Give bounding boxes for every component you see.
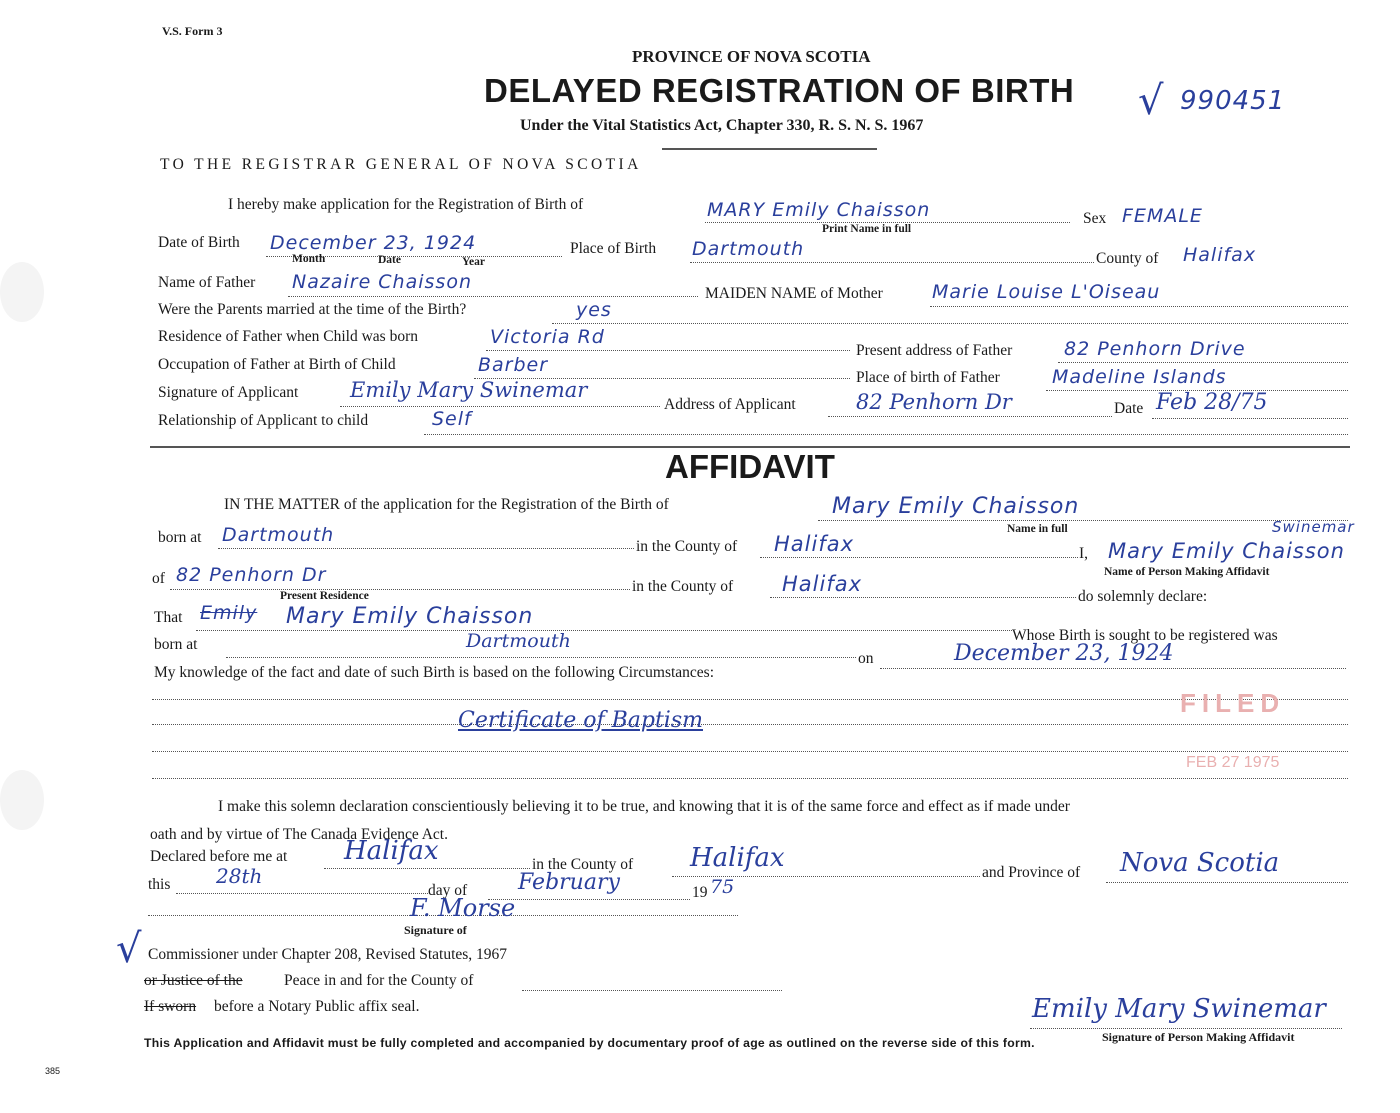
declaration-line-2: oath and by virtue of The Canada Evidence Act.	[150, 826, 448, 843]
place-line	[690, 262, 1094, 263]
filed-stamp: FILED	[1180, 688, 1286, 718]
justice-struck: or Justice of the	[144, 972, 243, 989]
subtitle-underline	[662, 148, 877, 150]
commissioner-line: Commissioner under Chapter 208, Revised Statutes, 1967	[148, 946, 508, 963]
month-caption: Month	[292, 253, 326, 265]
county2-label: in the County of	[632, 578, 734, 595]
date-label: Date	[1114, 400, 1144, 417]
declared-at-line	[324, 868, 530, 869]
born-at-label: born at	[158, 529, 202, 546]
to-registrar-line: TO THE REGISTRAR GENERAL OF NOVA SCOTIA	[160, 156, 642, 173]
day-value: 28th	[216, 864, 263, 888]
filed-stamp-date: FEB 27 1975	[1186, 754, 1280, 771]
date-value: Feb 28/75	[1156, 390, 1268, 415]
residence-caption: Present Residence	[280, 590, 369, 602]
declared-label: Declared before me at	[150, 848, 288, 865]
that-label: That	[154, 609, 183, 626]
father-label: Name of Father	[158, 274, 256, 291]
county2-value: Halifax	[782, 572, 863, 596]
present-address-line	[1058, 362, 1348, 363]
child-name-value: MARY Emily Chaisson	[707, 199, 931, 221]
mother-line	[930, 306, 1348, 307]
county-of-value: Halifax	[774, 532, 855, 556]
address-label: Address of Applicant	[664, 396, 796, 413]
province-heading: PROVINCE OF NOVA SCOTIA	[632, 47, 871, 66]
present-address-value: 82 Penhorn Drive	[1064, 338, 1246, 360]
sworn-struck: If sworn	[144, 998, 197, 1015]
signature-line	[340, 406, 660, 407]
binder-hole	[0, 770, 44, 830]
declared-at-value: Halifax	[344, 836, 439, 866]
born-at-line	[218, 548, 634, 549]
this-label: this	[148, 876, 171, 893]
county-line	[760, 557, 1078, 558]
circumstance-line-4	[152, 778, 1348, 779]
place-of-birth-label: Place of Birth	[570, 240, 657, 257]
sworn-rest: before a Notary Public affix seal.	[214, 998, 420, 1015]
month-line	[488, 899, 690, 900]
application-intro: I hereby make application for the Registration of Birth of	[228, 196, 584, 213]
residence-label: Residence of Father when Child was born	[158, 328, 418, 345]
print-name-caption: Print Name in full	[822, 223, 912, 235]
year-caption: Year	[462, 256, 485, 268]
county-of-label: in the County of	[636, 538, 738, 555]
that-line	[196, 630, 1012, 631]
place-of-birth-value: Dartmouth	[692, 238, 805, 260]
day-of-label: day of	[428, 882, 468, 899]
father-line	[288, 296, 698, 297]
deponent-caption: Name of Person Making Affidavit	[1104, 566, 1270, 578]
born-at2-label: born at	[154, 636, 198, 653]
address-value: 82 Penhorn Dr	[856, 390, 1012, 414]
name-caption: Name in full	[1007, 523, 1068, 535]
father-birthplace-value: Madeline Islands	[1052, 366, 1227, 388]
declared-county-value: Halifax	[690, 843, 785, 873]
day-line	[176, 893, 428, 894]
on-date-value: December 23, 1924	[954, 641, 1174, 666]
signature-of-caption: Signature of	[404, 923, 467, 937]
residence-value: 82 Penhorn Dr	[176, 564, 327, 586]
on-line	[880, 668, 1346, 669]
form-title: DELAYED REGISTRATION OF BIRTH	[484, 72, 1075, 109]
address-line	[828, 416, 1112, 417]
year-suffix: 75	[710, 876, 735, 898]
born-at2-value: Dartmouth	[466, 630, 571, 652]
county2-line	[770, 597, 1076, 598]
residence-value: Victoria Rd	[490, 326, 605, 348]
form-number: 385	[45, 1066, 61, 1076]
date-line	[1152, 418, 1348, 419]
year-prefix: 19	[692, 884, 708, 901]
relationship-line	[424, 434, 1348, 435]
commissioner-check-icon: √	[116, 926, 143, 972]
married-line	[552, 323, 1348, 324]
sex-value: FEMALE	[1122, 205, 1203, 227]
declare-text: do solemnly declare:	[1078, 588, 1208, 605]
relationship-label: Relationship of Applicant to child	[158, 412, 369, 429]
deponent-name: Mary Emily Chaisson	[1108, 539, 1345, 563]
matter-line	[818, 520, 1348, 521]
sex-label: Sex	[1083, 210, 1107, 227]
present-address-label: Present address of Father	[856, 342, 1013, 359]
deponent-signature: Emily Mary Swinemar	[1032, 994, 1326, 1024]
declaration-line-1: I make this solemn declaration conscientiously believing it to be true, and knowing that it is of the same force and effect as if made under	[218, 798, 1070, 815]
residence-of-line	[170, 589, 630, 590]
deponent-correction: Swinemar	[1272, 518, 1355, 536]
circumstance-line-1	[152, 699, 1348, 700]
married-label: Were the Parents married at the time of the Birth?	[158, 301, 467, 318]
deponent-signature-caption: Signature of Person Making Affidavit	[1102, 1030, 1295, 1044]
month-value: February	[518, 870, 620, 895]
footer-notice: This Application and Affidavit must be fully completed and accompanied by documentary proof of age as outlined on the reverse side of this form.	[144, 1036, 1035, 1050]
province-line	[1106, 882, 1348, 883]
applicant-signature: Emily Mary Swinemar	[350, 378, 588, 402]
of-label: of	[152, 570, 165, 587]
mother-value: Marie Louise L'Oiseau	[932, 281, 1161, 303]
registration-number: 990451	[1180, 86, 1286, 116]
circumstance-value: Certificate of Baptism	[458, 708, 703, 733]
dob-label: Date of Birth	[158, 234, 240, 251]
province-value: Nova Scotia	[1120, 848, 1280, 878]
matter-name: Mary Emily Chaisson	[832, 494, 1080, 519]
binder-hole	[0, 262, 44, 322]
affidavit-heading: AFFIDAVIT	[665, 448, 835, 485]
on-label: on	[858, 650, 874, 667]
county-value: Halifax	[1183, 244, 1257, 266]
province-label: and Province of	[982, 864, 1081, 881]
circumstance-line-3	[152, 751, 1348, 752]
whose-birth-text: Whose Birth is sought to be registered was	[1012, 627, 1278, 644]
justice-county-line	[522, 990, 782, 991]
father-birthplace-label: Place of birth of Father	[856, 369, 1000, 386]
deponent-signature-line	[1030, 1028, 1342, 1029]
occupation-label: Occupation of Father at Birth of Child	[158, 356, 396, 373]
mother-label: MAIDEN NAME of Mother	[705, 285, 883, 302]
county-label: County of	[1096, 250, 1159, 267]
i-label: I,	[1079, 545, 1089, 562]
that-name: Mary Emily Chaisson	[286, 604, 534, 629]
occupation-value: Barber	[478, 354, 549, 376]
dob-value: December 23, 1924	[270, 232, 477, 254]
knowledge-text: My knowledge of the fact and date of such Birth is based on the following Circumstances:	[154, 664, 715, 681]
born-at2-line	[226, 657, 856, 658]
relationship-value: Self	[432, 408, 472, 430]
form-id: V.S. Form 3	[162, 24, 223, 38]
form-subtitle: Under the Vital Statistics Act, Chapter 330, R. S. N. S. 1967	[520, 117, 924, 134]
that-struck-name: Emily	[200, 602, 258, 624]
born-at-value: Dartmouth	[222, 524, 335, 546]
signature-label: Signature of Applicant	[158, 384, 299, 401]
justice-rest: Peace in and for the County of	[284, 972, 474, 989]
date-caption: Date	[378, 254, 401, 266]
residence-line	[486, 350, 850, 351]
check-mark-icon: √	[1138, 78, 1165, 124]
circumstance-line-2	[152, 724, 1348, 725]
matter-text: IN THE MATTER of the application for the Registration of the Birth of	[224, 496, 669, 513]
commissioner-signature: F. Morse	[410, 894, 516, 922]
married-value: yes	[576, 299, 612, 321]
father-value: Nazaire Chaisson	[292, 271, 472, 293]
declared-county-label: in the County of	[532, 856, 634, 873]
